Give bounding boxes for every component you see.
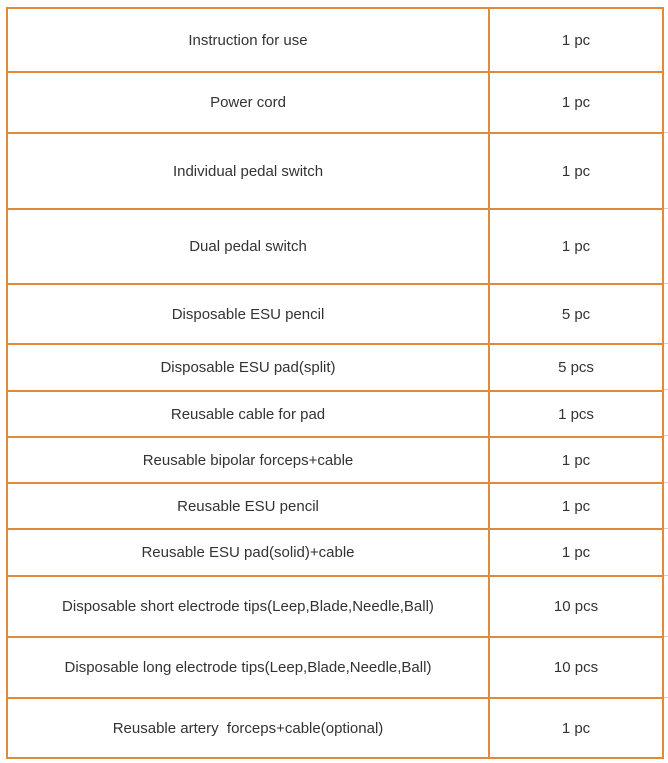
table-row <box>7 698 663 758</box>
item-quantity-cell: 1 pcs <box>489 391 663 437</box>
item-quantity-cell: 1 pc <box>489 529 663 576</box>
item-quantity-cell: 10 pcs <box>489 637 663 698</box>
item-name-cell: Instruction for use <box>7 8 489 72</box>
item-quantity-cell: 1 pc <box>489 209 663 284</box>
table-row <box>7 576 663 637</box>
item-name-cell: Reusable artery forceps+cable(optional) <box>7 698 489 758</box>
item-name-cell: Reusable bipolar forceps+cable <box>7 437 489 483</box>
item-name-cell: Reusable cable for pad <box>7 391 489 437</box>
table-row <box>7 284 663 344</box>
item-quantity-cell: 1 pc <box>489 8 663 72</box>
item-quantity-cell: 1 pc <box>489 483 663 529</box>
table-row <box>7 344 663 391</box>
item-name-cell: Reusable ESU pad(solid)+cable <box>7 529 489 576</box>
table-row <box>7 637 663 698</box>
item-quantity-cell: 10 pcs <box>489 576 663 637</box>
table-row <box>7 483 663 529</box>
item-quantity-cell: 1 pc <box>489 698 663 758</box>
table-row <box>7 529 663 576</box>
item-name-cell: Reusable ESU pencil <box>7 483 489 529</box>
item-name-cell: Individual pedal switch <box>7 133 489 209</box>
item-quantity-cell: 1 pc <box>489 437 663 483</box>
item-name-cell: Disposable long electrode tips(Leep,Blade,Needle,Ball) <box>7 637 489 698</box>
item-quantity-cell: 5 pcs <box>489 344 663 391</box>
item-name-cell: Disposable short electrode tips(Leep,Blade,Needle,Ball) <box>7 576 489 637</box>
item-name-cell: Disposable ESU pencil <box>7 284 489 344</box>
item-name-cell: Disposable ESU pad(split) <box>7 344 489 391</box>
item-name-cell: Dual pedal switch <box>7 209 489 284</box>
table-row <box>7 8 663 72</box>
accessories-table <box>6 7 664 759</box>
table-row <box>7 72 663 133</box>
table-row <box>7 209 663 284</box>
item-name-cell: Power cord <box>7 72 489 133</box>
item-quantity-cell: 1 pc <box>489 133 663 209</box>
item-quantity-cell: 1 pc <box>489 72 663 133</box>
table-row <box>7 133 663 209</box>
table-row <box>7 437 663 483</box>
table-row <box>7 391 663 437</box>
item-quantity-cell: 5 pc <box>489 284 663 344</box>
